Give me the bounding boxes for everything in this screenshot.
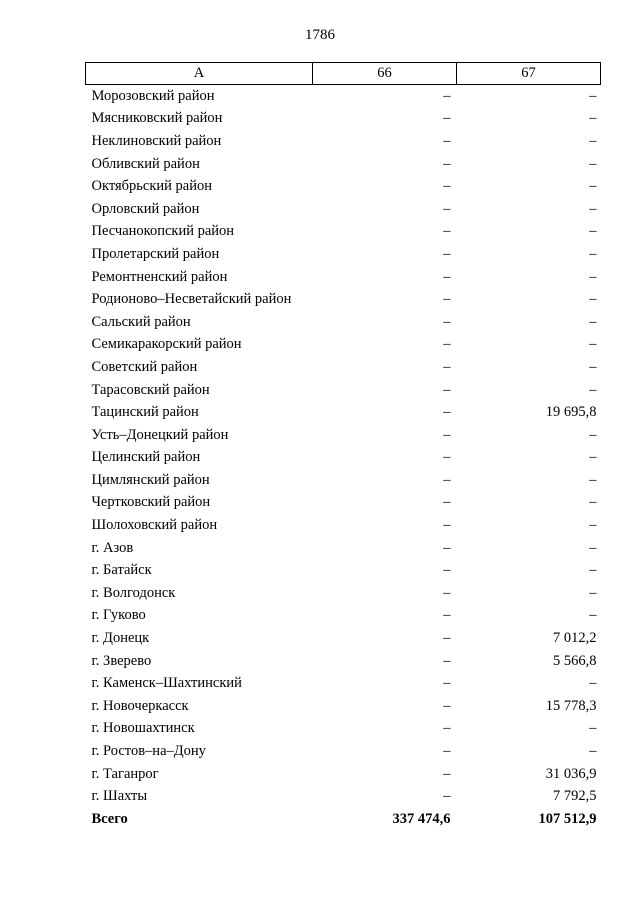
row-value-67-cell: – <box>589 539 597 556</box>
row-value-66-cell: – <box>443 178 451 195</box>
row-value-67-cell: – <box>589 110 597 127</box>
table-row <box>86 130 601 153</box>
row-value-66-cell: – <box>443 200 451 217</box>
row-value-67-cell: – <box>589 291 597 308</box>
row-value-66-cell: – <box>443 268 451 285</box>
row-name-cell: г. Таганрог <box>91 765 159 782</box>
row-value-66-cell: – <box>443 426 451 443</box>
table-row <box>86 605 601 628</box>
row-value-67-cell: 15 778,3 <box>545 697 597 714</box>
table-row <box>86 379 601 402</box>
row-value-66-cell: – <box>443 358 451 375</box>
row-value-66-cell: – <box>443 584 451 601</box>
row-value-66-cell: – <box>443 223 451 240</box>
row-value-67-cell: – <box>589 200 597 217</box>
row-name-cell: г. Батайск <box>91 562 152 579</box>
row-value-66-cell: – <box>443 562 451 579</box>
row-value-66-cell: – <box>443 675 451 692</box>
row-name-cell: Цимлянский район <box>91 471 210 488</box>
table-row <box>86 785 601 808</box>
row-value-67-cell: – <box>589 720 597 737</box>
table-row <box>86 175 601 198</box>
row-name-cell: Тацинский район <box>91 404 199 421</box>
row-name-cell: Морозовский район <box>91 87 215 104</box>
row-value-67-cell: – <box>589 675 597 692</box>
row-value-67-cell: – <box>589 87 597 104</box>
row-value-67-cell: – <box>589 381 597 398</box>
row-value-66-cell: – <box>443 607 451 624</box>
row-value-67-cell: – <box>589 336 597 353</box>
table-row <box>86 288 601 311</box>
row-value-67-cell: – <box>589 358 597 375</box>
row-name-cell: Советский район <box>91 358 198 375</box>
table-row <box>86 740 601 763</box>
row-value-67-cell: 19 695,8 <box>545 404 597 421</box>
row-value-66-cell: – <box>443 471 451 488</box>
table-row <box>86 243 601 266</box>
row-name-cell: Мясниковский район <box>91 110 223 127</box>
table-row <box>86 108 601 131</box>
table-total-row <box>86 808 601 831</box>
row-name-cell: Ремонтненский район <box>91 268 228 285</box>
table-row <box>86 718 601 741</box>
row-name-cell: г. Новочеркасск <box>91 697 189 714</box>
row-value-66-cell: – <box>443 313 451 330</box>
row-name-cell: Всего <box>91 810 128 827</box>
row-value-67-cell: – <box>589 471 597 488</box>
table-row <box>86 514 601 537</box>
table-row <box>86 85 601 108</box>
row-value-67-cell: – <box>589 155 597 172</box>
table-row <box>86 153 601 176</box>
row-value-67-cell: – <box>589 245 597 262</box>
row-value-66-cell: – <box>443 245 451 262</box>
row-name-cell: Семикаракорский район <box>91 336 242 353</box>
header-col-66: 66 <box>313 63 457 85</box>
row-name-cell: Обливский район <box>91 155 200 172</box>
row-value-66-cell: – <box>443 155 451 172</box>
row-value-66-cell: – <box>443 110 451 127</box>
row-value-67-cell: – <box>589 562 597 579</box>
table-row <box>86 266 601 289</box>
row-value-66-cell: – <box>443 291 451 308</box>
row-name-cell: Октябрьский район <box>91 178 212 195</box>
row-name-cell: г. Донецк <box>91 630 150 647</box>
row-name-cell: Чертковский район <box>91 494 211 511</box>
row-value-66-cell: – <box>443 449 451 466</box>
row-value-67-cell: – <box>589 494 597 511</box>
row-value-66-cell: – <box>443 517 451 534</box>
row-value-67-cell: 7 792,5 <box>553 788 597 805</box>
row-value-67-cell: – <box>589 743 597 760</box>
row-value-67-cell: – <box>589 132 597 149</box>
page-number: 1786 <box>305 27 335 43</box>
row-value-66-cell: – <box>443 765 451 782</box>
row-name-cell: Неклиновский район <box>91 132 222 149</box>
table-row <box>86 401 601 424</box>
row-name-cell: Шолоховский район <box>91 517 218 534</box>
table-row <box>86 311 601 334</box>
row-value-66-cell: – <box>443 381 451 398</box>
row-value-66-cell: – <box>443 652 451 669</box>
table-row <box>86 537 601 560</box>
row-value-67-cell: 7 012,2 <box>553 630 597 647</box>
table-row <box>86 763 601 786</box>
row-value-66-cell: – <box>443 404 451 421</box>
row-value-67-cell: 5 566,8 <box>553 652 597 669</box>
row-name-cell: Усть–Донецкий район <box>91 426 229 443</box>
row-value-67-cell: – <box>589 584 597 601</box>
row-name-cell: Сальский район <box>91 313 191 330</box>
row-value-67-cell: 107 512,9 <box>538 810 597 827</box>
row-value-66-cell: – <box>443 87 451 104</box>
table-row <box>86 559 601 582</box>
row-value-67-cell: – <box>589 223 597 240</box>
row-value-66-cell: – <box>443 743 451 760</box>
row-value-66-cell: – <box>443 720 451 737</box>
row-value-66-cell: – <box>443 630 451 647</box>
table-row <box>86 672 601 695</box>
row-name-cell: Целинский район <box>91 449 201 466</box>
row-name-cell: Родионово–Несветайский район <box>91 291 292 308</box>
table-row <box>86 424 601 447</box>
table-row <box>86 221 601 244</box>
row-value-67-cell: – <box>589 178 597 195</box>
table-body <box>86 85 601 831</box>
row-value-67-cell: 31 036,9 <box>545 765 597 782</box>
row-value-66-cell: – <box>443 336 451 353</box>
table-row <box>86 650 601 673</box>
table-row <box>86 334 601 357</box>
row-name-cell: Орловский район <box>91 200 200 217</box>
table-row <box>86 582 601 605</box>
row-value-66-cell: 337 474,6 <box>392 810 451 827</box>
row-value-66-cell: – <box>443 697 451 714</box>
table-row <box>86 198 601 221</box>
row-name-cell: г. Ростов–на–Дону <box>91 743 206 760</box>
row-value-67-cell: – <box>589 517 597 534</box>
row-value-67-cell: – <box>589 426 597 443</box>
table-row <box>86 627 601 650</box>
row-name-cell: г. Каменск–Шахтинский <box>91 675 242 692</box>
row-value-67-cell: – <box>589 268 597 285</box>
table-header-row <box>86 63 601 85</box>
row-name-cell: г. Гуково <box>91 607 146 624</box>
row-name-cell: г. Зверево <box>91 652 152 669</box>
table-row <box>86 356 601 379</box>
row-name-cell: г. Шахты <box>91 788 148 805</box>
row-name-cell: Тарасовский район <box>91 381 210 398</box>
table-row <box>86 469 601 492</box>
row-name-cell: Пролетарский район <box>91 245 220 262</box>
row-value-66-cell: – <box>443 788 451 805</box>
table-row <box>86 695 601 718</box>
row-value-66-cell: – <box>443 494 451 511</box>
data-table <box>85 62 601 831</box>
header-col-a: А <box>86 63 313 85</box>
row-name-cell: г. Новошахтинск <box>91 720 195 737</box>
header-col-67: 67 <box>457 63 601 85</box>
row-value-67-cell: – <box>589 449 597 466</box>
row-name-cell: Песчанокопский район <box>91 223 235 240</box>
row-value-67-cell: – <box>589 607 597 624</box>
table-row <box>86 492 601 515</box>
row-name-cell: г. Азов <box>91 539 134 556</box>
row-value-66-cell: – <box>443 539 451 556</box>
row-value-67-cell: – <box>589 313 597 330</box>
table-row <box>86 447 601 470</box>
row-name-cell: г. Волгодонск <box>91 584 176 601</box>
row-value-66-cell: – <box>443 132 451 149</box>
